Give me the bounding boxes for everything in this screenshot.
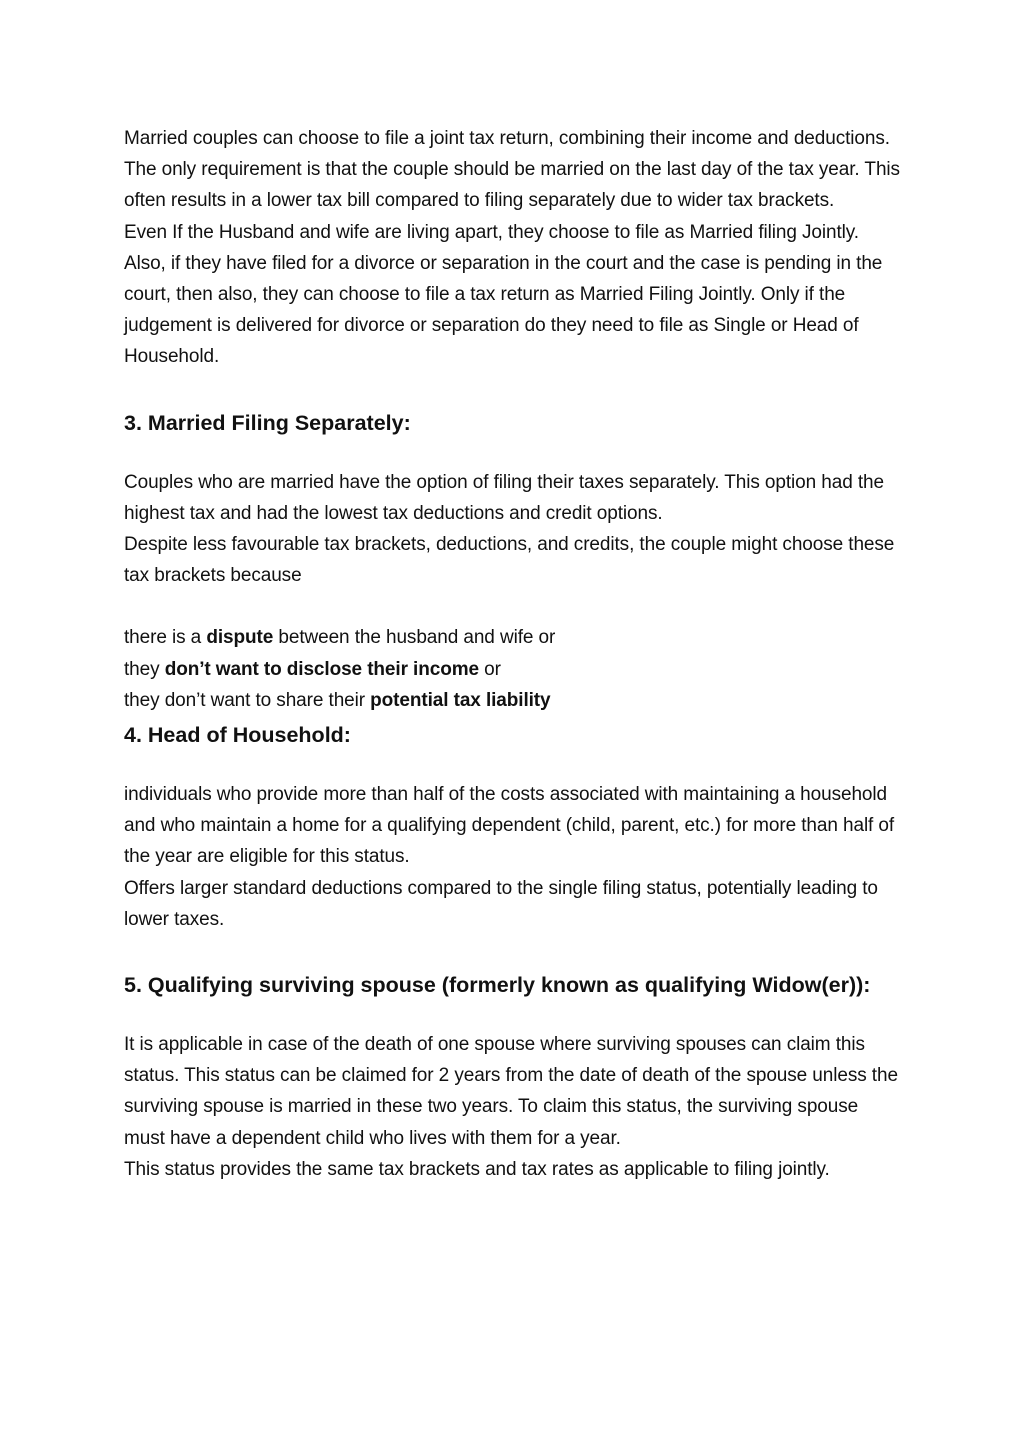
reason-bold: dispute (206, 627, 274, 649)
section-5-paragraph-2: This status provides the same tax brackets and tax rates as applicable to filing jointly. (124, 1158, 830, 1180)
section-4-heading: 4. Head of Household: (124, 723, 351, 748)
section-3-paragraph-2: Despite less favourable tax brackets, deductions, and credits, the couple might choose these tax brackets because (124, 534, 895, 587)
reason-bold: don’t want to disclose their income (164, 658, 479, 680)
section-5-paragraph-1: It is applicable in case of the death of one spouse where surviving spouses can claim this status. This status can be claimed for 2 years from the date of death of the spouse unless the surviving spouse is married in these two years. To claim this status, the surviving spouse must have a dependent child who lives with them for a year. (124, 1034, 898, 1149)
section-4-paragraph-1: individuals who provide more than half of the costs associated with maintaining a household and who maintain a home for a qualifying dependent (child, parent, etc.) for more than half of the year are eligible for this status. (124, 784, 895, 868)
reasons-list (124, 622, 904, 716)
section-4-paragraph-2: Offers larger standard deductions compared to the single filing status, potentially leading to lower taxes. (124, 877, 878, 930)
reason-item: they don’t want to share their potential tax liability (124, 689, 551, 711)
section-3-paragraph-1: Couples who are married have the option of filing their taxes separately. This option had the highest tax and had the lowest tax deductions and credit options. (124, 471, 884, 524)
reason-item: they don’t want to disclose their income or (124, 658, 501, 680)
reason-item: there is a dispute between the husband and wife or (124, 627, 556, 649)
intro-paragraph-2: Even If the Husband and wife are living apart, they choose to file as Married filing Jointly. Also, if they have filed for a divorce or separation in the court and the case is pending in the court, then also, they can choose to file a tax return as Married Filing Jointly. Only if the judgement is delivered for divorce or separation do they need to file as Single or Head of Household. (124, 221, 883, 368)
section-5-heading: 5. Qualifying surviving spouse (formerly known as qualifying Widow(er)): (124, 973, 871, 998)
document-page (124, 123, 904, 1185)
section-3-heading: 3. Married Filing Separately: (124, 410, 411, 435)
intro-paragraph-1: Married couples can choose to file a joint tax return, combining their income and deductions. The only requirement is that the couple should be married on the last day of the tax year. This often results in a lower tax bill compared to filing separately due to wider tax brackets. (124, 128, 900, 212)
reason-bold: potential tax liability (370, 689, 551, 711)
